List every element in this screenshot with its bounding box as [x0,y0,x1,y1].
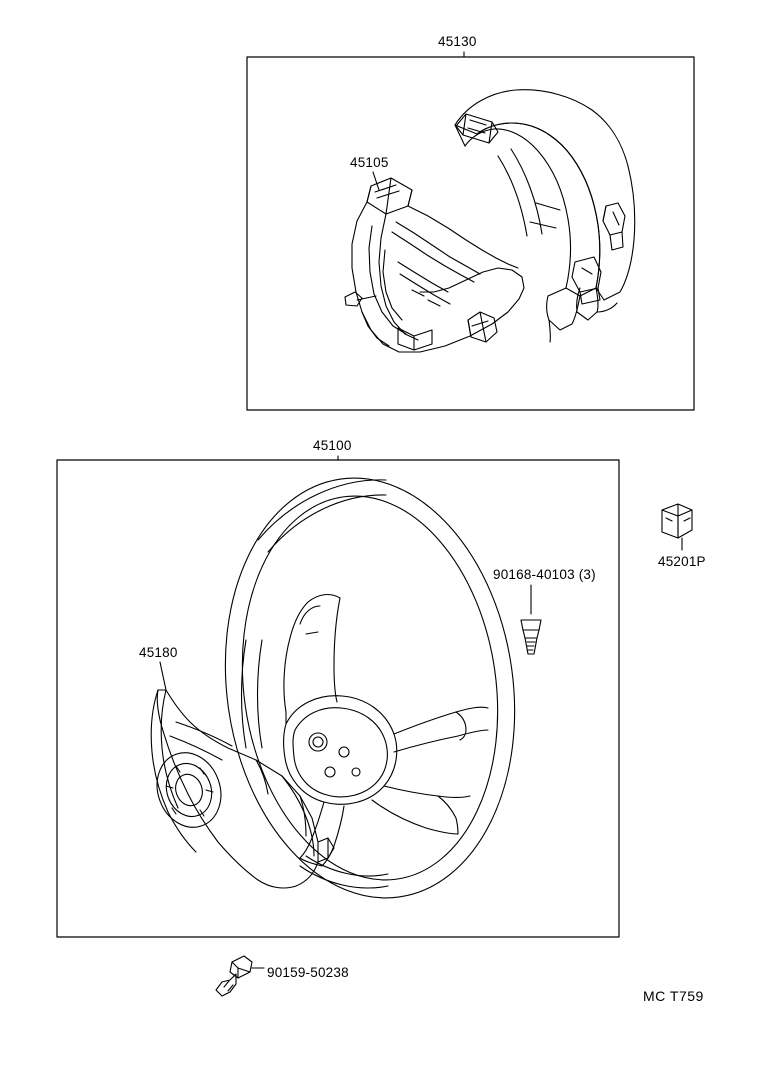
panel-bottom-border [57,460,619,937]
diagram-code: MC T759 [643,988,704,1004]
part-label-90168-40103: 90168-40103 (3) [493,567,596,582]
part-label-90159-50238: 90159-50238 [267,965,349,980]
part-90159-shape [216,956,264,996]
part-label-45105: 45105 [350,155,389,170]
part-label-45100: 45100 [313,438,352,453]
panel-top-border [247,57,694,410]
part-label-45201p: 45201P [658,554,706,569]
part-45201P-shape [662,504,692,550]
part-label-45130: 45130 [438,34,477,49]
part-label-45180: 45180 [139,645,178,660]
